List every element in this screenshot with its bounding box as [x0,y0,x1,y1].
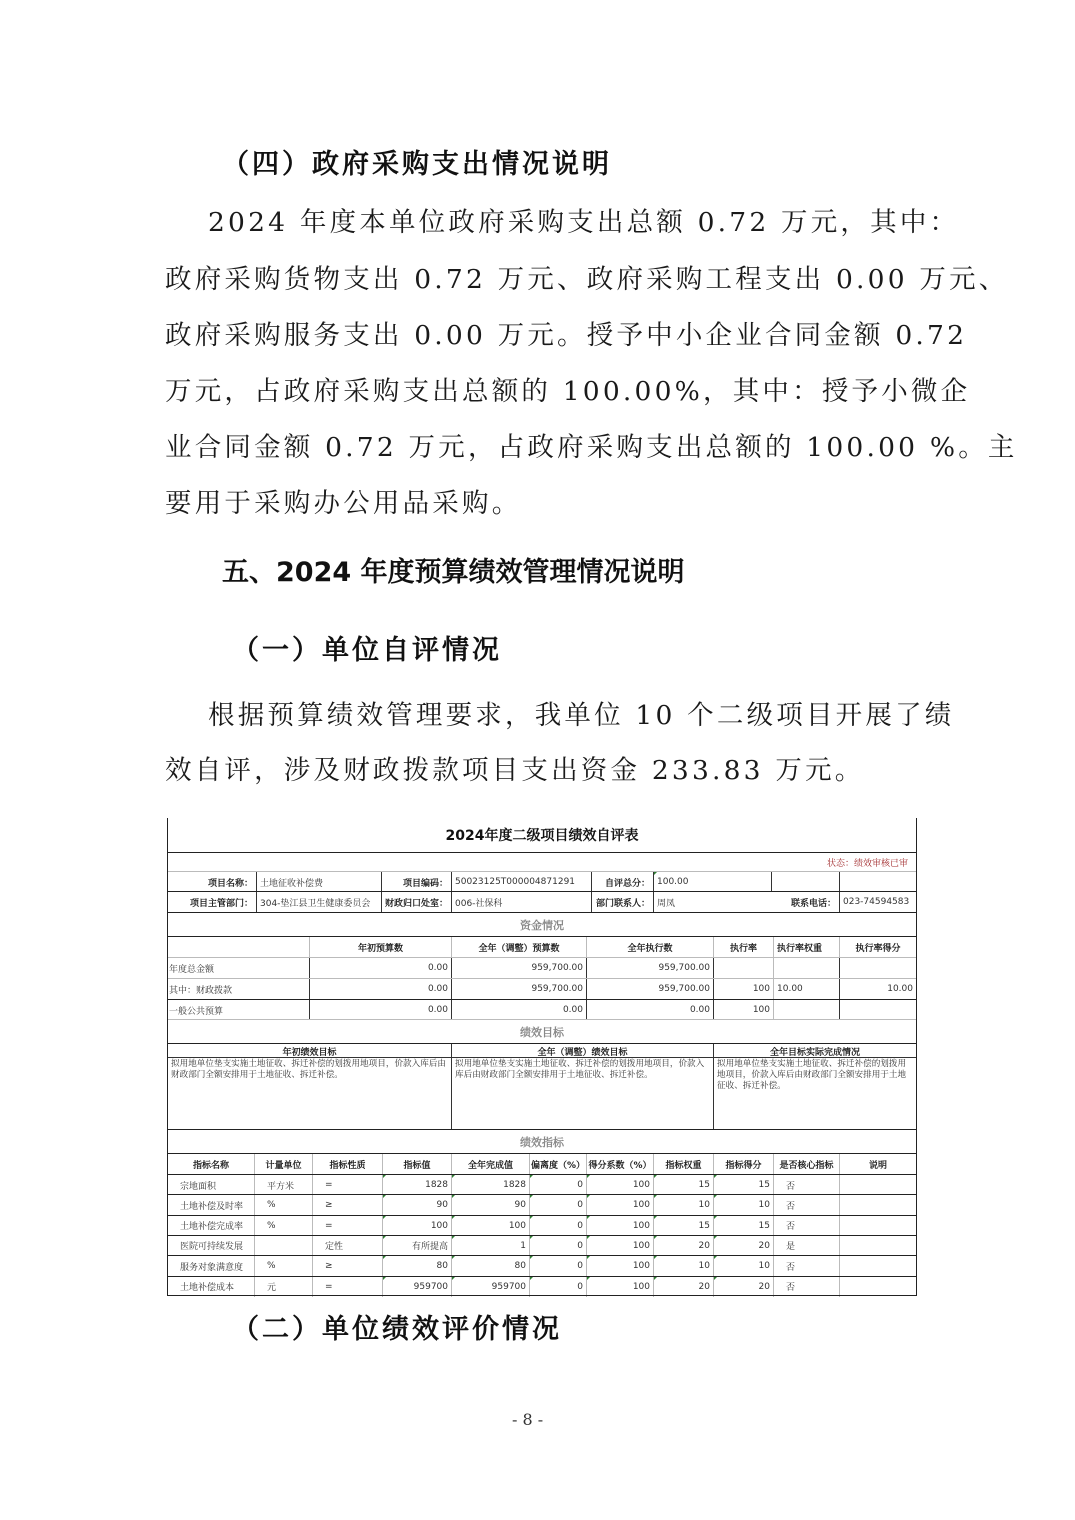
indicators-section-title: 绩效指标 [520,1136,564,1149]
actual-completion-text: 拟用地单位垫支实施土地征收、拆迁补偿的划拨用地项目，价款入库后由财政部门全额安排用于土地征收、拆迁补偿。 [713,1058,916,1130]
funds-header: 年初预算数 [309,937,451,958]
indicator-cell: 定性 [312,1236,382,1256]
indicator-cell: 10 [713,1195,773,1215]
funds-header [168,937,309,958]
funds-header: 执行率 [713,937,773,958]
indicator-header: 是否核心指标 [773,1154,839,1175]
indicator-row [168,1174,916,1195]
indicator-header: 偏离度（%） [529,1154,586,1175]
phone-value: 023-74594583 [839,892,916,912]
indicator-row [168,1276,916,1297]
indicator-header: 指标权重 [653,1154,713,1175]
indicator-cell [839,1175,916,1195]
funds-cell: 10.00 [773,979,839,999]
indicator-cell [839,1277,916,1297]
indicator-cell: 是 [773,1236,839,1256]
targets-header: 年初绩效目标 [282,1047,337,1058]
indicators-section-row [168,1129,916,1154]
project-code-value: 50023125T000004871291 [451,872,591,892]
indicator-row [168,1235,916,1256]
indicator-cell: 10 [653,1195,713,1215]
self-evaluation-table [167,818,917,1296]
indicator-cell: 0 [529,1195,586,1215]
indicator-cell: 100 [586,1236,653,1256]
indicator-cell [839,1216,916,1236]
empty-cell [771,872,839,892]
indicator-cell: 20 [713,1236,773,1256]
funds-cell [839,1000,916,1020]
indicator-cell: 元 [254,1277,312,1297]
indicator-cell: 否 [773,1277,839,1297]
indicator-header: 说明 [839,1154,916,1175]
indicator-header: 指标得分 [713,1154,773,1175]
targets-header-row [168,1043,916,1058]
table-title-row [168,818,916,852]
indicator-cell: 20 [713,1277,773,1297]
indicator-cell: 10 [713,1256,773,1276]
funds-section-row [168,912,916,937]
indicator-header: 指标性质 [312,1154,382,1175]
contact-label: 部门联系人： [591,892,653,912]
paragraph-line: 政府采购货物支出 0.72 万元、政府采购工程支出 0.00 万元、 [165,264,1009,295]
project-name-value: 土地征收补偿费 [256,872,381,892]
indicator-header: 得分系数（%） [586,1154,653,1175]
paragraph-line: 要用于采购办公用品采购。 [165,488,522,519]
paragraph-line: 2024 年度本单位政府采购支出总额 0.72 万元，其中： [208,207,960,238]
indicator-cell [839,1256,916,1276]
funds-cell: 0.00 [309,1000,451,1020]
indicator-cell: 15 [713,1216,773,1236]
indicator-cell: 90 [382,1195,451,1215]
funds-cell [773,958,839,978]
funds-cell: 0.00 [451,1000,586,1020]
indicator-header: 指标名称 [192,1161,229,1171]
indicator-cell: 100 [451,1216,529,1236]
indicator-cell: 否 [773,1195,839,1215]
funds-cell: 0.00 [586,1000,713,1020]
indicator-cell: 10 [653,1256,713,1276]
indicator-name: 土地补偿成本 [180,1283,235,1293]
indicator-cell: = [312,1175,382,1195]
finance-office-label: 财政归口处室： [381,892,451,912]
indicator-cell: 0 [529,1256,586,1276]
indicator-name: 土地补偿及时率 [180,1201,244,1212]
indicator-cell: 0 [529,1277,586,1297]
funds-cell: 959,700.00 [451,958,586,978]
project-name-label: 项目名称： [207,878,253,889]
indicator-cell: ≥ [312,1195,382,1215]
indicator-name: 宗地面积 [180,1181,217,1192]
paragraph-line: 效自评，涉及财政拨款项目支出资金 233.83 万元。 [165,755,865,786]
indicator-cell: 否 [773,1216,839,1236]
indicator-cell [839,1195,916,1215]
status-badge: 状态：绩效审核已审 [826,859,908,869]
indicator-cell: 15 [653,1216,713,1236]
funds-section-title: 资金情况 [520,919,564,932]
indicator-cell: 15 [713,1175,773,1195]
score-label: 自评总分： [591,872,653,892]
funds-row-label: 一般公共预算 [169,1006,224,1017]
indicator-cell: 100 [586,1256,653,1276]
paragraph-line: 政府采购服务支出 0.00 万元。授予中小企业合同金额 0.72 [165,320,968,351]
indicator-cell: 90 [451,1195,529,1215]
funds-cell [773,1000,839,1020]
status-row [168,852,916,872]
section5-heading: 五、2024 年度预算绩效管理情况说明 [222,557,685,588]
funds-row [168,957,916,978]
score-value: 100.00 [653,872,771,892]
dept-label: 项目主管部门： [189,898,253,909]
funds-row-label: 其中：财政拨款 [169,985,233,996]
indicator-cell: 100 [586,1195,653,1215]
indicator-cell: % [254,1256,312,1276]
indicator-row [168,1194,916,1215]
adjusted-target-text: 拟用地单位垫支实施土地征收、拆迁补偿的划拨用地项目，价款入库后由财政部门全额安排用于土地征收、拆迁补偿。 [451,1058,713,1130]
project-code-label: 项目编码： [381,872,451,892]
indicator-cell [839,1236,916,1256]
funds-cell: 100 [713,979,773,999]
targets-values-row [168,1057,916,1130]
indicator-row [168,1255,916,1276]
indicator-name: 服务对象满意度 [180,1262,244,1273]
indicator-header: 计量单位 [254,1154,312,1175]
targets-section-row [168,1019,916,1044]
empty-cell [839,872,916,892]
indicator-cell: = [312,1277,382,1297]
indicator-cell: 否 [773,1175,839,1195]
indicator-cell: 80 [382,1256,451,1276]
section4-heading: （四）政府采购支出情况说明 [222,149,612,180]
info-row [168,871,916,892]
indicator-cell: 1828 [382,1175,451,1195]
indicator-cell: 100 [586,1216,653,1236]
indicator-header: 全年完成值 [451,1154,529,1175]
page-number: - 8 - [512,1410,544,1429]
indicator-cell: 959700 [382,1277,451,1297]
indicator-row [168,1215,916,1236]
funds-cell: 959,700.00 [451,979,586,999]
paragraph-line: 万元，占政府采购支出总额的 100.00%，其中：授予小微企 [165,376,971,407]
funds-cell: 0.00 [309,958,451,978]
indicator-cell: 15 [653,1175,713,1195]
indicator-name: 医院可持续发展 [180,1242,244,1253]
paragraph-line: 根据预算绩效管理要求，我单位 10 个二级项目开展了绩 [208,700,955,731]
indicator-cell: 959700 [451,1277,529,1297]
indicator-cell: 100 [586,1277,653,1297]
indicator-cell: 100 [382,1216,451,1236]
funds-cell: 10.00 [839,979,916,999]
targets-header: 全年目标实际完成情况 [713,1044,916,1058]
indicator-cell: % [254,1195,312,1215]
indicator-cell: 否 [773,1256,839,1276]
paragraph-line: 业合同金额 0.72 万元，占政府采购支出总额的 100.00 %。主 [165,432,1018,463]
indicator-cell: ≥ [312,1256,382,1276]
funds-cell [839,958,916,978]
info-row [168,891,916,912]
indicator-cell: 1 [451,1236,529,1256]
indicator-cell: 20 [653,1236,713,1256]
table-title: 2024年度二级项目绩效自评表 [445,828,639,844]
indicator-cell: 20 [653,1277,713,1297]
funds-cell: 959,700.00 [586,979,713,999]
funds-row-label: 年度总金额 [169,964,215,975]
contact-value: 周凤 [653,892,771,912]
indicator-cell: 80 [451,1256,529,1276]
indicator-header: 指标值 [382,1154,451,1175]
funds-header: 全年（调整）预算数 [451,937,586,958]
funds-header: 执行率得分 [839,937,916,958]
indicator-cell: 有所提高 [382,1236,451,1256]
funds-cell: 100 [713,1000,773,1020]
table-bottom-border [168,1295,916,1296]
initial-target-text: 拟用地单位垫支实施土地征收、拆迁补偿的划拨用地项目，价款入库后由财政部门全额安排用于土地征收、拆迁补偿。 [171,1059,447,1080]
funds-cell: 959,700.00 [586,958,713,978]
indicator-cell: 0 [529,1175,586,1195]
dept-value: 304-垫江县卫生健康委员会 [256,892,381,912]
finance-office-value: 006-社保科 [451,892,591,912]
indicator-cell: = [312,1216,382,1236]
indicator-cell: 0 [529,1236,586,1256]
indicator-cell [254,1236,312,1256]
indicator-cell: 100 [586,1175,653,1195]
targets-header: 全年（调整）绩效目标 [451,1044,713,1058]
indicator-cell: 平方米 [254,1175,312,1195]
funds-cell [713,958,773,978]
funds-header: 全年执行数 [586,937,713,958]
phone-label: 联系电话： [790,898,836,909]
indicators-header-row [168,1153,916,1175]
funds-header-row [168,936,916,958]
targets-section-title: 绩效目标 [520,1026,564,1039]
indicator-cell: 1828 [451,1175,529,1195]
indicator-cell: 0 [529,1216,586,1236]
funds-row [168,999,916,1020]
funds-row [168,978,916,999]
sub2-heading: （二）单位绩效评价情况 [232,1314,562,1345]
indicator-cell: % [254,1216,312,1236]
indicator-name: 土地补偿完成率 [180,1222,244,1233]
funds-cell: 0.00 [309,979,451,999]
sub1-heading: （一）单位自评情况 [232,635,502,666]
funds-header: 执行率权重 [773,937,839,958]
